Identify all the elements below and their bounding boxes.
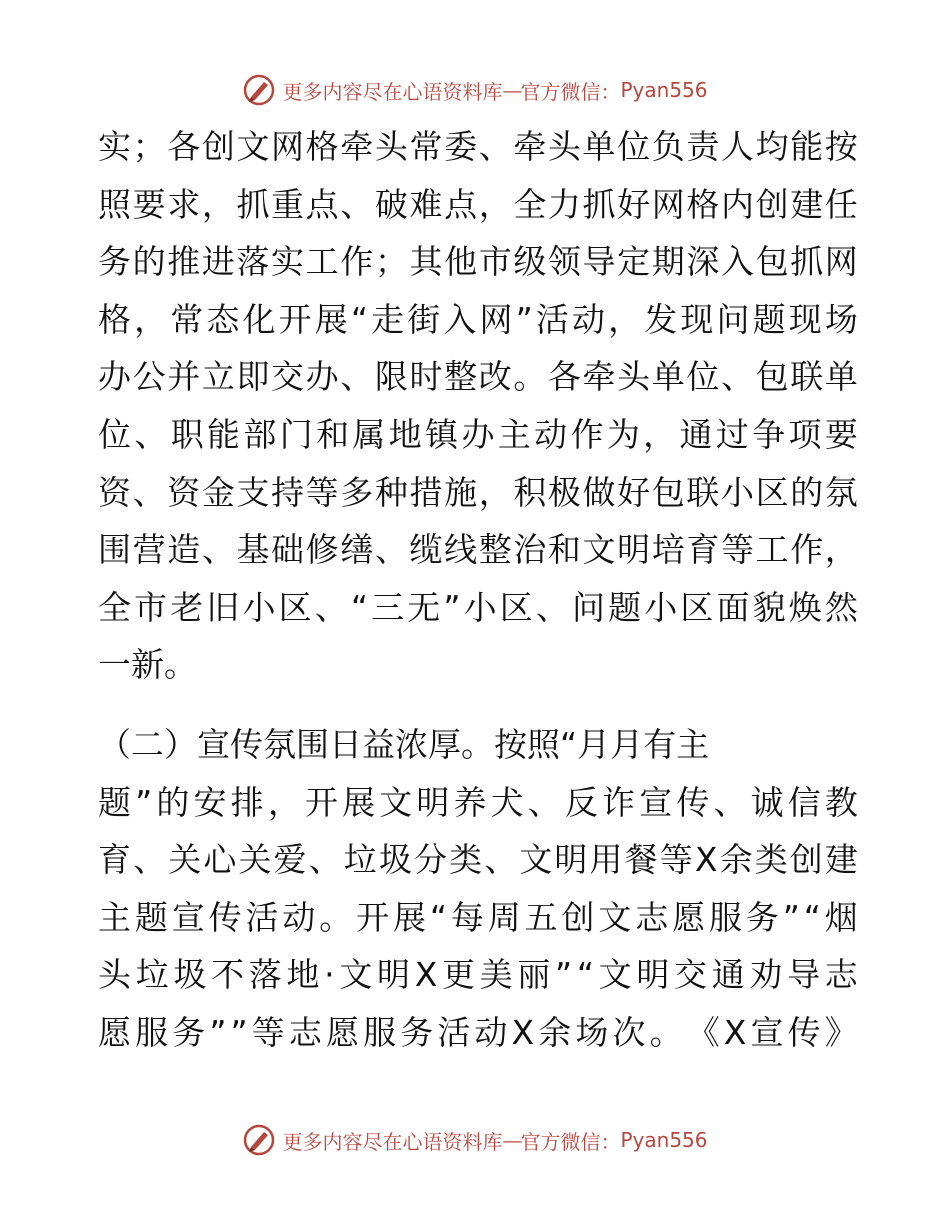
text-line: 全 市 老 旧 小 区 、 “ 三 无 ” 小 区 、 问 题 小 区 面 貌 焕 然 bbox=[98, 587, 858, 627]
watermark-separator: — bbox=[502, 78, 521, 102]
text-line: 格 ， 常 态 化 开 展 “ 走 街 入 网 ” 活 动 ， 发 现 问 题 现 场 bbox=[98, 299, 858, 339]
watermark-banner-top bbox=[0, 70, 950, 110]
watermark-wechat-id: Pyan556 bbox=[620, 1128, 708, 1152]
watermark-wechat-label: 官方微信： bbox=[520, 79, 621, 104]
watermark-main-text: 更多内容尽在心语资料库 bbox=[282, 79, 503, 104]
text-line: 围 营 造 、 基 础 修 缮 、 缆 线 整 治 和 文 明 培 育 等 工 作 ， bbox=[98, 530, 858, 570]
text-line: 务 的 推 进 落 实 工 作 ； 其 他 市 级 领 导 定 期 深 入 包 抓 网 bbox=[98, 242, 858, 282]
text-line: 育 、 关 心 关 爱 、 垃 圾 分 类 、 文 明 用 餐 等 X 余 类 创 建 bbox=[98, 840, 858, 880]
pen-logo-icon bbox=[242, 73, 276, 107]
paragraph-1 bbox=[98, 118, 858, 694]
text-line: 资 、 资 金 支 持 等 多 种 措 施 ， 积 极 做 好 包 联 小 区 的 氛 bbox=[98, 472, 858, 512]
text-line: 实 ； 各 创 文 网 格 牵 头 常 委 、 牵 头 单 位 负 责 人 均 能 按 bbox=[98, 127, 858, 166]
text-line: 主 题 宣 传 活 动 。 开 展 “ 每 周 五 创 文 志 愿 服 务 ” “ 烟 bbox=[98, 897, 858, 937]
watermark-separator: — bbox=[502, 1128, 521, 1152]
text-line: 头 垃 圾 不 落 地 · 文 明 X 更 美 丽 ” “ 文 明 交 通 劝 导 志 bbox=[98, 955, 858, 995]
section-heading-line: （ 二 ） 宣 传 氛 围 日 益 浓 厚 。 按 照 “ 月 月 有 主 bbox=[98, 724, 710, 764]
text-line: 位 、 职 能 部 门 和 属 地 镇 办 主 动 作 为 ， 通 过 争 项 要 bbox=[98, 414, 858, 454]
pen-logo-icon bbox=[242, 1123, 276, 1157]
watermark-main-text: 更多内容尽在心语资料库 bbox=[282, 1129, 503, 1154]
text-line: 愿 服 务 ” ” 等 志 愿 服 务 活 动 X 余 场 次 。 《 X 宣 传 》 bbox=[98, 1012, 858, 1052]
text-line: 题 ” 的 安 排 ， 开 展 文 明 养 犬 、 反 诈 宣 传 、 诚 信 教 bbox=[98, 782, 858, 822]
paragraph-2 bbox=[98, 716, 858, 1062]
text-line: 办 公 并 立 即 交 办 、 限 时 整 改 。 各 牵 头 单 位 、 包 联 单 bbox=[98, 357, 858, 397]
watermark-wechat-id: Pyan556 bbox=[620, 78, 708, 102]
paragraph-gap bbox=[98, 694, 858, 716]
document-body bbox=[98, 118, 858, 1062]
text-line: 照 要 求 ， 抓 重 点 、 破 难 点 ， 全 力 抓 好 网 格 内 创 建 任 bbox=[98, 184, 858, 224]
watermark-wechat-label: 官方微信： bbox=[520, 1129, 621, 1154]
watermark-banner-bottom bbox=[0, 1120, 950, 1160]
text-line: 一 新 。 bbox=[98, 645, 197, 685]
